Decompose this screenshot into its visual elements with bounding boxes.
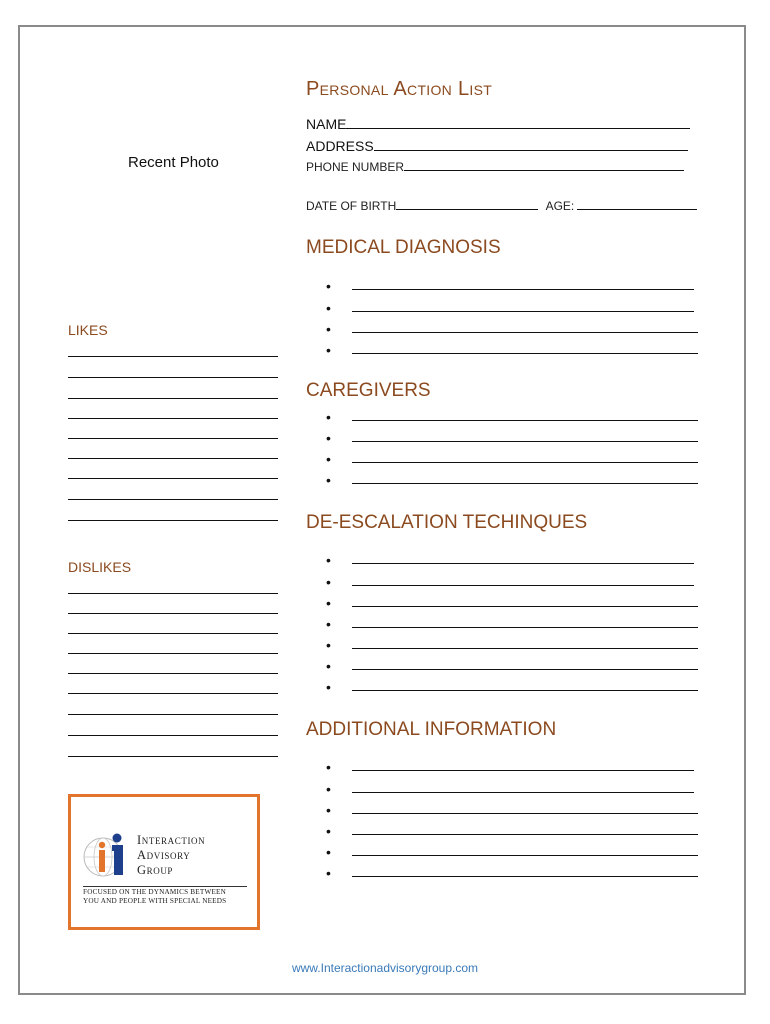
name-label: NAME [306, 116, 347, 132]
bullet-icon: • [326, 409, 331, 425]
likes-line[interactable] [68, 377, 278, 378]
caregivers-heading: CAREGIVERS [306, 380, 431, 401]
additional-item[interactable] [326, 759, 698, 775]
dislikes-line[interactable] [68, 613, 278, 614]
age-label: AGE: [545, 199, 575, 213]
dislikes-line[interactable] [68, 693, 278, 694]
logo-divider [83, 886, 247, 887]
deescalation-item[interactable] [326, 595, 698, 611]
bullet-icon: • [326, 430, 331, 446]
bullet-icon: • [326, 300, 331, 316]
logo-tagline-line1: FOCUSED ON THE DYNAMICS BETWEEN [83, 888, 227, 896]
additional-item[interactable] [326, 802, 698, 818]
medical-item[interactable] [326, 278, 698, 294]
bullet-icon: • [326, 844, 331, 860]
likes-line[interactable] [68, 418, 278, 419]
likes-line[interactable] [68, 478, 278, 479]
deescalation-item[interactable] [326, 637, 698, 653]
dislikes-line[interactable] [68, 735, 278, 736]
name-field[interactable] [306, 116, 690, 132]
age-blank [577, 208, 697, 210]
bullet-icon: • [326, 321, 331, 337]
bullet-icon: • [326, 658, 331, 674]
name-blank [346, 127, 690, 129]
bullet-icon: • [326, 823, 331, 839]
likes-line[interactable] [68, 356, 278, 357]
dislikes-line[interactable] [68, 673, 278, 674]
deescalation-item[interactable] [326, 679, 698, 695]
deescalation-item[interactable] [326, 552, 698, 568]
page-title: Personal Action List [306, 78, 493, 100]
bullet-icon: • [326, 472, 331, 488]
logo-tagline-line2: YOU AND PEOPLE WITH SPECIAL NEEDS [83, 897, 227, 905]
likes-line[interactable] [68, 438, 278, 439]
likes-line[interactable] [68, 499, 278, 500]
recent-photo-label: Recent Photo [128, 154, 219, 171]
dislikes-line[interactable] [68, 756, 278, 757]
additional-item[interactable] [326, 823, 698, 839]
bullet-icon: • [326, 616, 331, 632]
bullet-icon: • [326, 451, 331, 467]
likes-line[interactable] [68, 458, 278, 459]
medical-item[interactable] [326, 300, 698, 316]
likes-heading: LIKES [68, 322, 108, 338]
likes-line[interactable] [68, 398, 278, 399]
likes-line[interactable] [68, 520, 278, 521]
bullet-icon: • [326, 802, 331, 818]
dislikes-line[interactable] [68, 653, 278, 654]
dob-label: DATE OF BIRTH [306, 199, 397, 213]
dob-field[interactable] [306, 199, 697, 213]
logo-name-line1: Interaction [137, 833, 206, 847]
additional-item[interactable] [326, 781, 698, 797]
bullet-icon: • [326, 342, 331, 358]
interaction-advisory-logo-icon [83, 825, 133, 883]
caregiver-item[interactable] [326, 430, 698, 446]
address-label: ADDRESS [306, 138, 374, 154]
dislikes-line[interactable] [68, 633, 278, 634]
deescalation-item[interactable] [326, 658, 698, 674]
deescalation-item[interactable] [326, 574, 698, 590]
logo-name [137, 833, 205, 878]
dislikes-line[interactable] [68, 593, 278, 594]
logo-name-line2: Advisory [137, 848, 191, 862]
phone-label: PHONE NUMBER [306, 160, 405, 174]
additional-item[interactable] [326, 865, 698, 881]
caregiver-item[interactable] [326, 409, 698, 425]
caregiver-item[interactable] [326, 472, 698, 488]
footer-website-link[interactable]: www.Interactionadvisorygroup.com [291, 961, 479, 975]
medical-item[interactable] [326, 321, 698, 337]
dislikes-heading: DISLIKES [68, 559, 132, 575]
bullet-icon: • [326, 278, 331, 294]
bullet-icon: • [326, 574, 331, 590]
logo-name-line3: Group [137, 863, 174, 877]
address-field[interactable] [306, 138, 688, 154]
additional-item[interactable] [326, 844, 698, 860]
phone-field[interactable] [306, 160, 684, 174]
bullet-icon: • [326, 865, 331, 881]
bullet-icon: • [326, 679, 331, 695]
logo-tagline [83, 888, 251, 906]
caregiver-item[interactable] [326, 451, 698, 467]
dislikes-line[interactable] [68, 714, 278, 715]
bullet-icon: • [326, 781, 331, 797]
medical-item[interactable] [326, 342, 698, 358]
additional-information-heading: ADDITIONAL INFORMATION [306, 719, 557, 740]
address-blank [374, 149, 688, 151]
bullet-icon: • [326, 552, 331, 568]
phone-blank [404, 169, 684, 171]
deescalation-heading: DE-ESCALATION TECHINQUES [306, 512, 588, 533]
logo-box [68, 794, 260, 930]
dob-blank [396, 208, 538, 210]
medical-diagnosis-heading: MEDICAL DIAGNOSIS [306, 237, 501, 258]
bullet-icon: • [326, 637, 331, 653]
bullet-icon: • [326, 595, 331, 611]
deescalation-item[interactable] [326, 616, 698, 632]
bullet-icon: • [326, 759, 331, 775]
